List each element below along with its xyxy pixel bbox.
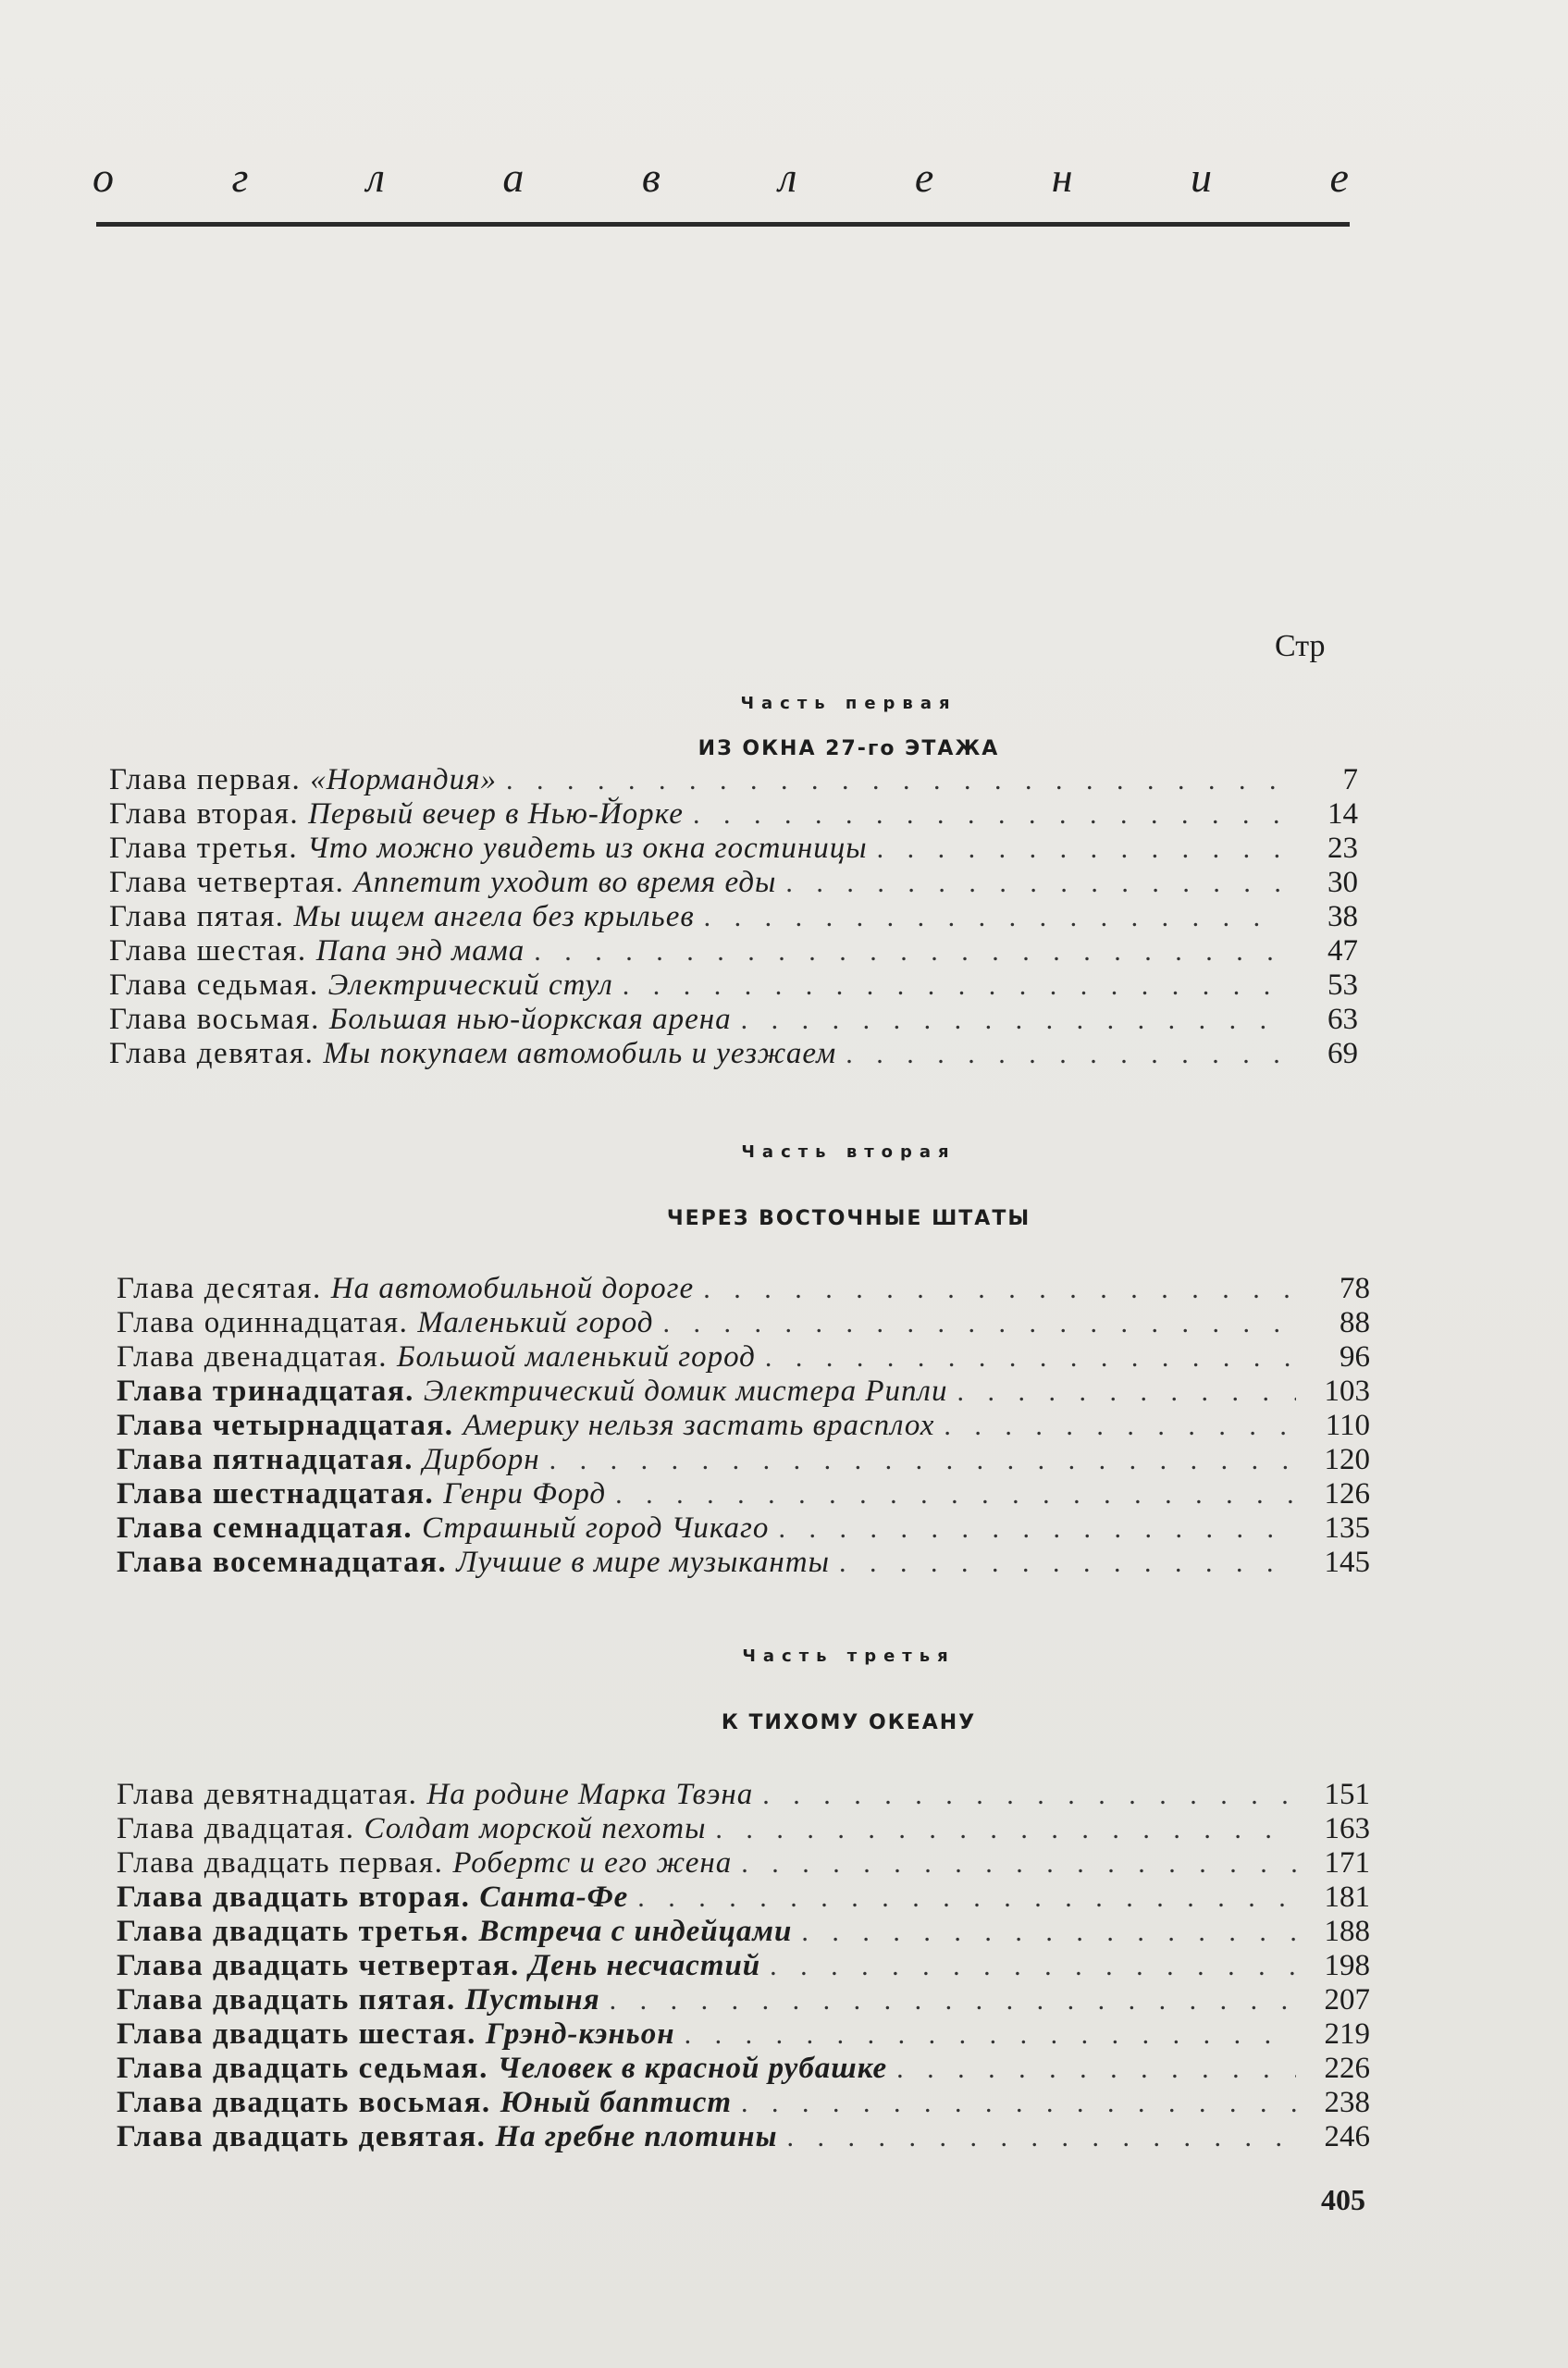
part-1-chapter-list (109, 763, 1358, 1071)
chapter-number: Глава двадцать шестая. (117, 2017, 476, 2051)
leader-dots (741, 2088, 1296, 2119)
chapter-number: Глава одиннадцатая. (117, 1306, 409, 1339)
chapter-page-number: 226 (1324, 2052, 1370, 2085)
toc-entry (109, 866, 1358, 900)
chapter-number: Глава двадцать пятая. (117, 1983, 456, 2016)
toc-entry (117, 2017, 1370, 2052)
leader-dots (801, 1917, 1296, 1948)
chapter-title: На гребне плотины (495, 2120, 778, 2153)
chapter-title: Большой маленький город (397, 1340, 756, 1374)
leader-dots (662, 1308, 1296, 1339)
part-3-label: Часть третья (742, 1646, 956, 1666)
chapter-page-number: 23 (1327, 832, 1358, 865)
part-2-chapter-list (117, 1272, 1370, 1580)
leader-dots (693, 799, 1284, 831)
chapter-page-number: 30 (1327, 866, 1358, 899)
toc-entry (109, 900, 1358, 934)
chapter-title: Аппетит уходит во время еды (353, 866, 777, 899)
heading-letter: в (641, 154, 662, 201)
chapter-number: Глава двадцать первая. (117, 1846, 444, 1880)
leader-dots (770, 1951, 1296, 1982)
toc-entry (109, 968, 1358, 1003)
heading-letter: е (1329, 154, 1351, 201)
chapter-number: Глава двадцать вторая. (117, 1881, 471, 1914)
chapter-title: Электрический домик мистера Рипли (423, 1375, 948, 1408)
heading-letter: н (1051, 154, 1075, 201)
leader-dots (762, 1780, 1296, 1811)
toc-entry (117, 1340, 1370, 1375)
chapter-page-number: 198 (1324, 1949, 1370, 1982)
chapter-page-number: 238 (1324, 2086, 1370, 2119)
leader-dots (610, 1985, 1296, 2016)
toc-entry (117, 1409, 1370, 1443)
chapter-number: Глава пятнадцатая. (117, 1443, 414, 1476)
heading-letter: г (231, 154, 251, 201)
toc-entry (117, 1443, 1370, 1477)
toc-entry (117, 1881, 1370, 1915)
leader-dots (741, 1005, 1284, 1036)
chapter-number: Глава шестая. (109, 934, 307, 968)
toc-entry (109, 832, 1358, 866)
leader-dots (786, 2122, 1296, 2153)
chapter-title: Маленький город (417, 1306, 654, 1339)
chapter-number: Глава двадцать четвертая. (117, 1949, 520, 1982)
chapter-title: Грэнд-кэньон (485, 2017, 675, 2051)
chapter-title: На родине Марка Твэна (426, 1778, 754, 1811)
chapter-page-number: 188 (1324, 1915, 1370, 1948)
chapter-number: Глава двадцать третья. (117, 1915, 470, 1948)
leader-dots (741, 1848, 1296, 1880)
chapter-number: Глава девятая. (109, 1037, 315, 1070)
chapter-page-number: 96 (1340, 1340, 1370, 1374)
chapter-number: Глава четвертая. (109, 866, 345, 899)
chapter-title: Мы покупаем автомобиль и уезжаем (323, 1037, 837, 1070)
toc-entry (117, 2120, 1370, 2154)
chapter-title: Что можно увидеть из окна гостиницы (307, 832, 868, 865)
toc-entry (109, 763, 1358, 797)
leader-dots (944, 1411, 1296, 1442)
chapter-title: Встреча с индейцами (478, 1915, 793, 1948)
chapter-number: Глава третья. (109, 832, 299, 865)
chapter-title: Санта-Фе (479, 1881, 629, 1914)
chapter-page-number: 78 (1340, 1272, 1370, 1305)
toc-entry (117, 2086, 1370, 2120)
leader-dots (765, 1342, 1296, 1374)
chapter-number: Глава десятая. (117, 1272, 322, 1305)
chapter-number: Глава двадцатая. (117, 1812, 355, 1845)
chapter-title: Америку нельзя застать врасплох (463, 1409, 935, 1442)
toc-entry (109, 797, 1358, 832)
chapter-number: Глава четырнадцатая. (117, 1409, 454, 1442)
chapter-number: Глава восемнадцатая. (117, 1546, 448, 1579)
chapter-number: Глава двенадцатая. (117, 1340, 389, 1374)
toc-entry (109, 1003, 1358, 1037)
page-column-label: Стр (1275, 629, 1326, 663)
part-2-label: Часть вторая (741, 1142, 957, 1162)
leader-dots (623, 970, 1284, 1002)
chapter-page-number: 47 (1327, 934, 1358, 968)
toc-entry (117, 1511, 1370, 1546)
chapter-title: «Нормандия» (310, 763, 497, 796)
toc-entry (109, 934, 1358, 968)
toc-entry (117, 1272, 1370, 1306)
chapter-title: Генри Форд (443, 1477, 607, 1511)
chapter-page-number: 246 (1324, 2120, 1370, 2153)
chapter-page-number: 171 (1324, 1846, 1370, 1880)
chapter-page-number: 219 (1324, 2017, 1370, 2051)
chapter-page-number: 69 (1327, 1037, 1358, 1070)
chapter-page-number: 38 (1327, 900, 1358, 933)
chapter-number: Глава тринадцатая. (117, 1375, 414, 1408)
leader-dots (785, 868, 1284, 899)
chapter-title: Большая нью-йоркская арена (328, 1003, 732, 1036)
part-3-chapter-list (117, 1778, 1370, 2154)
chapter-title: День несчастий (528, 1949, 761, 1982)
heading-letter: а (502, 154, 526, 201)
chapter-page-number: 63 (1327, 1003, 1358, 1036)
heading-letter: о (93, 154, 116, 201)
leader-dots (957, 1376, 1296, 1408)
leader-dots (637, 1882, 1296, 1914)
chapter-page-number: 151 (1324, 1778, 1370, 1811)
chapter-title: Дирборн (423, 1443, 540, 1476)
toc-entry (117, 1983, 1370, 2017)
heading-letter: и (1191, 154, 1215, 201)
chapter-number: Глава восьмая. (109, 1003, 320, 1036)
chapter-page-number: 120 (1324, 1443, 1370, 1476)
chapter-number: Глава семнадцатая. (117, 1511, 414, 1545)
chapter-title: Пустыня (464, 1983, 600, 2016)
toc-entry (117, 1846, 1370, 1881)
chapter-number: Глава двадцать восьмая. (117, 2086, 491, 2119)
leader-dots (877, 833, 1284, 865)
chapter-number: Глава пятая. (109, 900, 285, 933)
chapter-number: Глава шестнадцатая. (117, 1477, 435, 1511)
leader-dots (839, 1548, 1296, 1579)
chapter-page-number: 53 (1327, 968, 1358, 1002)
chapter-page-number: 207 (1324, 1983, 1370, 2016)
heading-letter: л (365, 154, 387, 201)
chapter-title: Мы ищем ангела без крыльев (293, 900, 695, 933)
leader-dots (615, 1479, 1296, 1511)
chapter-number: Глава седьмая. (109, 968, 319, 1002)
page-number: 405 (1321, 2183, 1365, 2216)
chapter-page-number: 181 (1324, 1881, 1370, 1914)
toc-entry (117, 1949, 1370, 1983)
leader-dots (704, 902, 1284, 933)
part-1-title: ИЗ ОКНА 27-го ЭТАЖА (698, 737, 1000, 760)
chapter-page-number: 14 (1327, 797, 1358, 831)
chapter-page-number: 7 (1342, 763, 1358, 796)
toc-entry (117, 2052, 1370, 2086)
chapter-title: Солдат морской пехоты (364, 1812, 707, 1845)
chapter-title: Юный баптист (500, 2086, 733, 2119)
contents-heading (93, 153, 1351, 202)
leader-dots (778, 1513, 1296, 1545)
leader-dots (715, 1814, 1296, 1845)
chapter-number: Глава первая. (109, 763, 302, 796)
chapter-page-number: 163 (1324, 1812, 1370, 1845)
toc-entry (109, 1037, 1358, 1071)
heading-letter: л (778, 154, 799, 201)
toc-entry (117, 1375, 1370, 1409)
leader-dots (534, 936, 1284, 968)
chapter-number: Глава двадцать седьмая. (117, 2052, 488, 2085)
chapter-page-number: 126 (1324, 1477, 1370, 1511)
toc-entry (117, 1812, 1370, 1846)
chapter-title: Папа энд мама (315, 934, 525, 968)
chapter-title: Лучшие в мире музыканты (456, 1546, 830, 1579)
leader-dots (685, 2019, 1296, 2051)
chapter-page-number: 135 (1324, 1511, 1370, 1545)
toc-entry (117, 1477, 1370, 1511)
part-3-title: К ТИХОМУ ОКЕАНУ (721, 1711, 977, 1734)
chapter-page-number: 103 (1324, 1375, 1370, 1408)
chapter-page-number: 145 (1324, 1546, 1370, 1579)
chapter-number: Глава девятнадцатая. (117, 1778, 418, 1811)
leader-dots (846, 1039, 1284, 1070)
part-2-title: ЧЕРЕЗ ВОСТОЧНЫЕ ШТАТЫ (666, 1207, 1031, 1230)
chapter-page-number: 110 (1325, 1409, 1370, 1442)
toc-entry (117, 1778, 1370, 1812)
chapter-page-number: 88 (1340, 1306, 1370, 1339)
chapter-title: Страшный город Чикаго (422, 1511, 770, 1545)
toc-entry (117, 1306, 1370, 1340)
toc-entry (117, 1915, 1370, 1949)
chapter-title: Первый вечер в Нью-Йорке (308, 797, 684, 831)
chapter-title: Человек в красной рубашке (497, 2052, 888, 2085)
heading-rule (96, 222, 1350, 227)
chapter-title: Робертс и его жена (452, 1846, 733, 1880)
leader-dots (896, 2054, 1296, 2085)
leader-dots (703, 1274, 1296, 1305)
part-1-label: Часть первая (740, 694, 957, 713)
toc-entry (117, 1546, 1370, 1580)
chapter-title: Электрический стул (327, 968, 613, 1002)
heading-letter: е (914, 154, 936, 201)
chapter-number: Глава двадцать девятая. (117, 2120, 487, 2153)
chapter-title: На автомобильной дороге (330, 1272, 695, 1305)
leader-dots (506, 765, 1284, 796)
leader-dots (549, 1445, 1296, 1476)
chapter-number: Глава вторая. (109, 797, 300, 831)
